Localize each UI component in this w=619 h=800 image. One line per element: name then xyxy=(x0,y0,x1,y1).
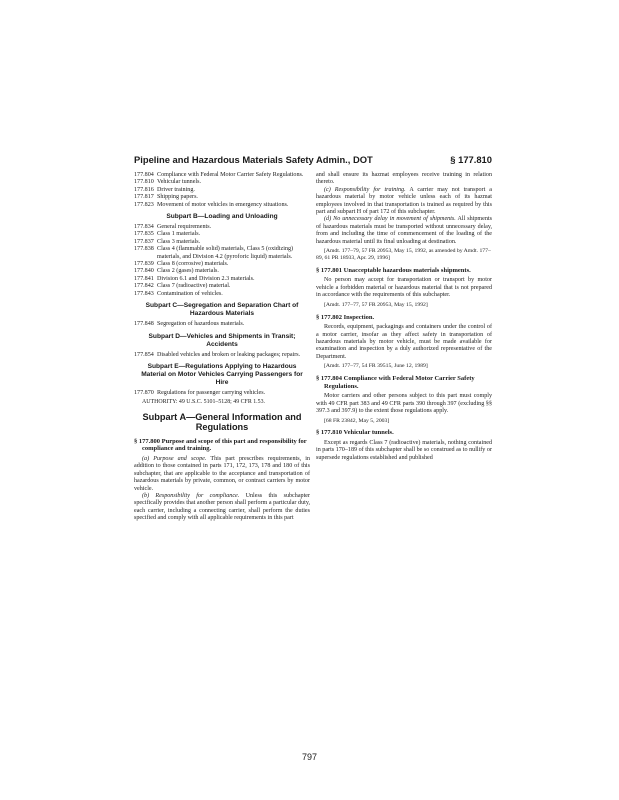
paragraph-800-d: (d) No unnecessary delay in movement of shipments. All shipments of hazardous materials must be transported without unnecessary delay, from and including the time of commencement of the loading of the hazardous material until its final unloading at destination. xyxy=(316,216,492,245)
paragraph-label: (c) Responsibility for training. xyxy=(324,186,406,193)
paragraph-800-a: (a) Purpose and scope. This part prescribes requirements, in addition to those contained in parts 171, 172, 173, 178 and 180 of this subchapter, that are applicable to the acceptance and transportation of hazardous materials by private, common, or contract carriers by motor vehicle. xyxy=(134,455,310,492)
toc-entry: 177.835 Class 1 materials. xyxy=(134,231,201,238)
toc-entry: 177.843 Contamination of vehicles. xyxy=(134,290,223,297)
paragraph-label: (d) No unnecessary delay in movement of shipments. xyxy=(324,216,456,223)
paragraph-800-b-continued: and shall ensure its hazmat employees receive training in relation thereto. xyxy=(316,172,492,186)
section-177-810-heading: § 177.810 Vehicular tunnels. xyxy=(316,429,394,437)
paragraph-804: Motor carriers and other persons subject to this part must comply with 49 CFR part 383 and 49 CFR parts 390 through 397 (excluding §§ 397.3 and 397.9) to the extent those regulations apply. xyxy=(316,393,492,415)
toc-top xyxy=(134,172,310,209)
running-head-title: Pipeline and Hazardous Materials Safety Admin., DOT xyxy=(134,154,373,165)
paragraph-label: (a) Purpose and scope. xyxy=(142,455,207,462)
left-column xyxy=(134,172,310,523)
toc-entry: 177.854 Disabled vehicles and broken or leaking packages; repairs. xyxy=(134,351,301,358)
toc-entry: 177.837 Class 3 materials. xyxy=(134,238,201,245)
authority-note: AUTHORITY: 49 U.S.C. 5101–5128; 49 CFR 1.53. xyxy=(142,399,266,406)
citation-802: [Amdt. 177–77, 54 FR 39515, June 12, 1989] xyxy=(324,363,428,370)
toc-entry: 177.823 Movement of motor vehicles in emergency situations. xyxy=(134,201,289,208)
subpart-e-heading: Subpart E—Regulations Applying to Hazardous Material on Motor Vehicles Carrying Passengers for Hire xyxy=(141,362,303,386)
paragraph-802: Records, equipment, packagings and containers under the control of a motor carrier, insofar as they affect safety in transportation of hazardous materials by motor vehicle, must be made available for examination and inspection by a duly authorized representative of the Department. xyxy=(316,324,492,360)
toc-entry: 177.842 Class 7 (radioactive) material. xyxy=(134,283,231,290)
paragraph-810: Except as regards Class 7 (radioactive) materials, nothing contained in parts 170–189 of this subchapter shall be so construed as to nullify or supersede regulations established and published xyxy=(316,440,492,461)
right-column xyxy=(316,172,492,462)
section-177-804-heading: § 177.804 Compliance with Federal Motor Carrier Safety Regulations. xyxy=(316,375,475,390)
section-177-801-heading: § 177.801 Unacceptable hazardous materials shipments. xyxy=(316,266,471,274)
citation-801: [Amdt. 177–77, 57 FR 20953, May 15, 1992] xyxy=(324,301,428,308)
toc-entry: 177.839 Class 8 (corrosive) materials. xyxy=(134,261,229,268)
paragraph-800-b: (b) Responsibility for compliance. Unless this subchapter specifically provides that another person shall perform a particular duty, each carrier, including a connecting carrier, shall perform the duties specified and comply with all applicable requirements in this part xyxy=(134,492,310,522)
toc-entry: 177.840 Class 2 (gases) materials. xyxy=(134,268,219,275)
toc-entry: 177.834 General requirements. xyxy=(134,224,212,231)
subpart-b-heading: Subpart B—Loading and Unloading xyxy=(166,213,278,221)
toc-entry: 177.804 Compliance with Federal Motor Carrier Safety Regulations. xyxy=(134,172,304,178)
subpart-d-heading: Subpart D—Vehicles and Shipments in Transit; Accidents xyxy=(148,332,296,348)
subpart-c-heading: Subpart C—Segregation and Separation Chart of Hazardous Materials xyxy=(145,302,299,318)
running-head xyxy=(134,154,492,165)
toc-entry: 177.816 Driver training. xyxy=(134,186,195,193)
toc-entry: 177.870 Regulations for passenger carrying vehicles. xyxy=(134,389,266,396)
toc-subpart-b xyxy=(134,224,310,298)
paragraph-801: No person may accept for transportation or transport by motor vehicle a forbidden material or hazardous material that is not prepared in accordance with the requirements of this subchapter. xyxy=(316,277,492,299)
section-177-802-heading: § 177.802 Inspection. xyxy=(316,313,375,321)
toc-entry: 177.817 Shipping papers. xyxy=(134,194,198,201)
toc-entry: 177.848 Segregation of hazardous materials. xyxy=(134,321,245,328)
running-head-section: § 177.810 xyxy=(450,154,492,165)
toc-entry: 177.810 Vehicular tunnels. xyxy=(134,179,201,186)
citation-800: [Amdt. 177–79, 57 FR 20953, May 15, 1992, as amended by Amdt. 177–89, 61 PR 18933, Apr. 29, 1996] xyxy=(316,248,491,261)
toc-entry: 177.838 Class 4 (flammable solid) materials, Class 5 (oxidizing) materials, and Division 4.2 (pyroforic liquid) materials. xyxy=(134,246,294,260)
citation-804: [68 FR 23842, May 5, 2003] xyxy=(324,417,390,424)
page-number: 797 xyxy=(301,752,318,762)
subpart-a-heading: Subpart A—General Information and Regulations xyxy=(142,411,302,433)
paragraph-label: (b) Responsibility for compliance. xyxy=(142,492,240,499)
toc-entry: 177.841 Division 6.1 and Division 2.3 materials. xyxy=(134,275,255,282)
paragraph-800-c: (c) Responsibility for training. A carrier may not transport a hazardous material by motor vehicle unless each of its hazmat employees involved in that transportation is trained as required by this part and subpart H of part 172 of this subchapter. xyxy=(316,186,492,216)
section-177-800-heading: § 177.800 Purpose and scope of this part and responsibility for compliance and training. xyxy=(134,437,307,453)
